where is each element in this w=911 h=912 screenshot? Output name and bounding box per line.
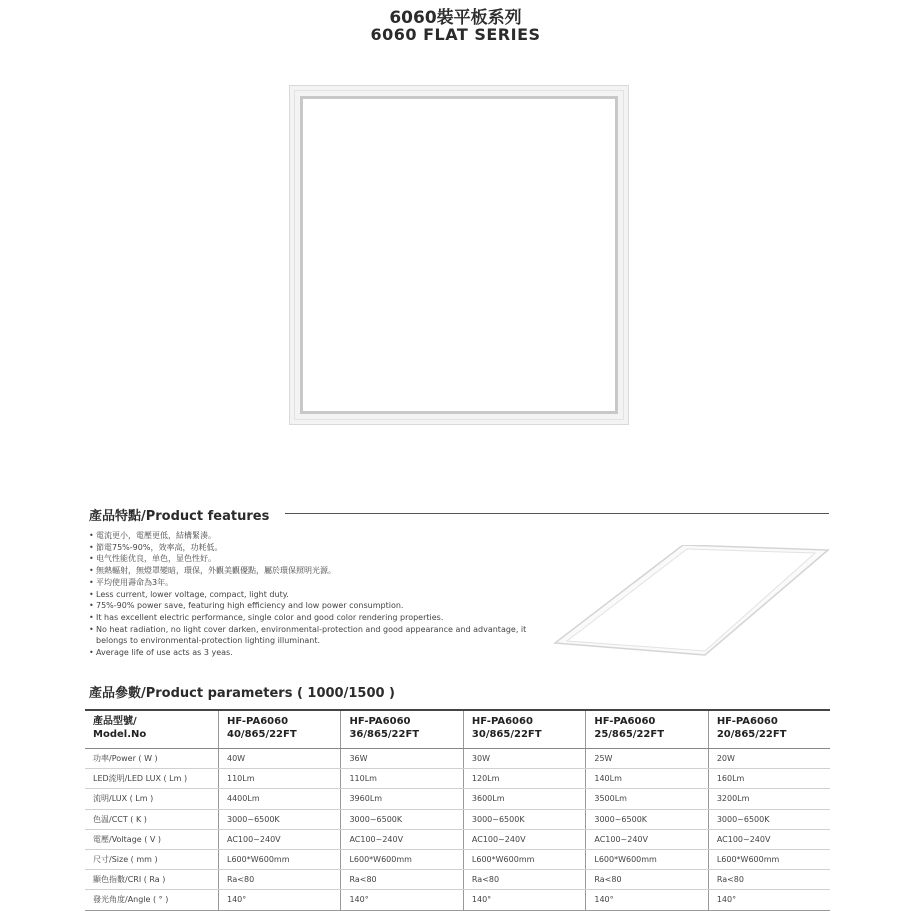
table-cell: Ra<80 (341, 870, 463, 890)
table-cell: L600*W600mm (708, 849, 830, 869)
row-label: 功率/Power ( W ) (85, 749, 219, 769)
table-cell: Ra<80 (219, 870, 341, 890)
table-cell: L600*W600mm (463, 849, 585, 869)
feature-item: • 75%-90% power save, featuring high efficiency and low power consumption. (89, 600, 539, 612)
feature-item: • 節電75%-90%，效率高，功耗低。 (89, 542, 539, 554)
table-cell: 36W (341, 749, 463, 769)
table-cell: 3000~6500K (463, 809, 585, 829)
model-header: HF-PA6060 30/865/22FT (463, 710, 585, 749)
table-row (85, 890, 830, 910)
features-heading: 產品特點/Product features (89, 509, 270, 524)
table-cell: AC100~240V (341, 829, 463, 849)
row-label: 發光角度/Angle ( ° ) (85, 890, 219, 910)
row-label: 流明/LUX ( Lm ) (85, 789, 219, 809)
table-cell: 3000~6500K (708, 809, 830, 829)
table-header-row (85, 710, 830, 749)
table-cell: 140° (463, 890, 585, 910)
table-cell: 25W (586, 749, 708, 769)
panel-front-image (289, 85, 629, 425)
table-cell: 140° (341, 890, 463, 910)
model-header: HF-PA6060 25/865/22FT (586, 710, 708, 749)
table-row (85, 849, 830, 869)
panel-perspective-image (545, 545, 835, 660)
table-cell: 140° (219, 890, 341, 910)
params-heading: 產品參數/Product parameters ( 1000/1500 ) (89, 686, 396, 701)
table-cell: 30W (463, 749, 585, 769)
feature-item: • Less current, lower voltage, compact, light duty. (89, 589, 539, 601)
table-cell: 20W (708, 749, 830, 769)
model-header: HF-PA6060 36/865/22FT (341, 710, 463, 749)
table-cell: 3000~6500K (586, 809, 708, 829)
row-label: 尺寸/Size ( mm ) (85, 849, 219, 869)
table-row (85, 829, 830, 849)
table-cell: 3200Lm (708, 789, 830, 809)
row-label: 電壓/Voltage ( V ) (85, 829, 219, 849)
title-english: 6060 FLAT SERIES (370, 25, 541, 44)
table-cell: L600*W600mm (219, 849, 341, 869)
table-cell: L600*W600mm (586, 849, 708, 869)
table-cell: 120Lm (463, 769, 585, 789)
table-row (85, 809, 830, 829)
table-row (85, 769, 830, 789)
table-cell: 4400Lm (219, 789, 341, 809)
row-label: 顯色指數/CRI ( Ra ) (85, 870, 219, 890)
table-row (85, 789, 830, 809)
feature-item: • 無熱輻射，無燈罩變暗，環保，外觀美觀優點，屬於環保照明光源。 (89, 565, 539, 577)
table-cell: Ra<80 (463, 870, 585, 890)
features-list (89, 530, 539, 659)
table-cell: 3500Lm (586, 789, 708, 809)
table-cell: AC100~240V (219, 829, 341, 849)
title-chinese: 6060裝平板系列 (389, 8, 522, 28)
table-cell: 3600Lm (463, 789, 585, 809)
header-label-line: Model.No (93, 729, 147, 740)
table-cell: 3960Lm (341, 789, 463, 809)
table-row (85, 749, 830, 769)
feature-item: • Average life of use acts as 3 yeas. (89, 647, 539, 659)
table-cell: Ra<80 (708, 870, 830, 890)
feature-item: • 平均使用壽命為3年。 (89, 577, 539, 589)
model-label-header (85, 710, 219, 749)
table-cell: 140° (586, 890, 708, 910)
feature-item: • No heat radiation, no light cover darken, environmental-protection and good appearance and advantage, it belongs to environmental-protection lighting illuminant. (89, 624, 539, 647)
row-label: LED流明/LED LUX ( Lm ) (85, 769, 219, 789)
feature-item: • 电气性能优良，单色，显色性好。 (89, 553, 539, 565)
model-header: HF-PA6060 20/865/22FT (708, 710, 830, 749)
table-cell: 140Lm (586, 769, 708, 789)
table-cell: 110Lm (341, 769, 463, 789)
table-cell: 3000~6500K (219, 809, 341, 829)
table-cell: 160Lm (708, 769, 830, 789)
row-label: 色温/CCT ( K ) (85, 809, 219, 829)
table-cell: L600*W600mm (341, 849, 463, 869)
model-header: HF-PA6060 40/865/22FT (219, 710, 341, 749)
table-row (85, 870, 830, 890)
table-cell: 140° (708, 890, 830, 910)
table-cell: Ra<80 (586, 870, 708, 890)
params-table (85, 709, 830, 911)
table-cell: 110Lm (219, 769, 341, 789)
table-cell: AC100~240V (586, 829, 708, 849)
table-cell: 3000~6500K (341, 809, 463, 829)
features-divider (285, 513, 829, 514)
table-cell: AC100~240V (708, 829, 830, 849)
feature-item: • 電流更小，電壓更低，結構緊湊。 (89, 530, 539, 542)
table-cell: 40W (219, 749, 341, 769)
feature-item: • It has excellent electric performance, single color and good color rendering properties. (89, 612, 539, 624)
table-cell: AC100~240V (463, 829, 585, 849)
header-label-line: 產品型號/ (93, 716, 137, 727)
